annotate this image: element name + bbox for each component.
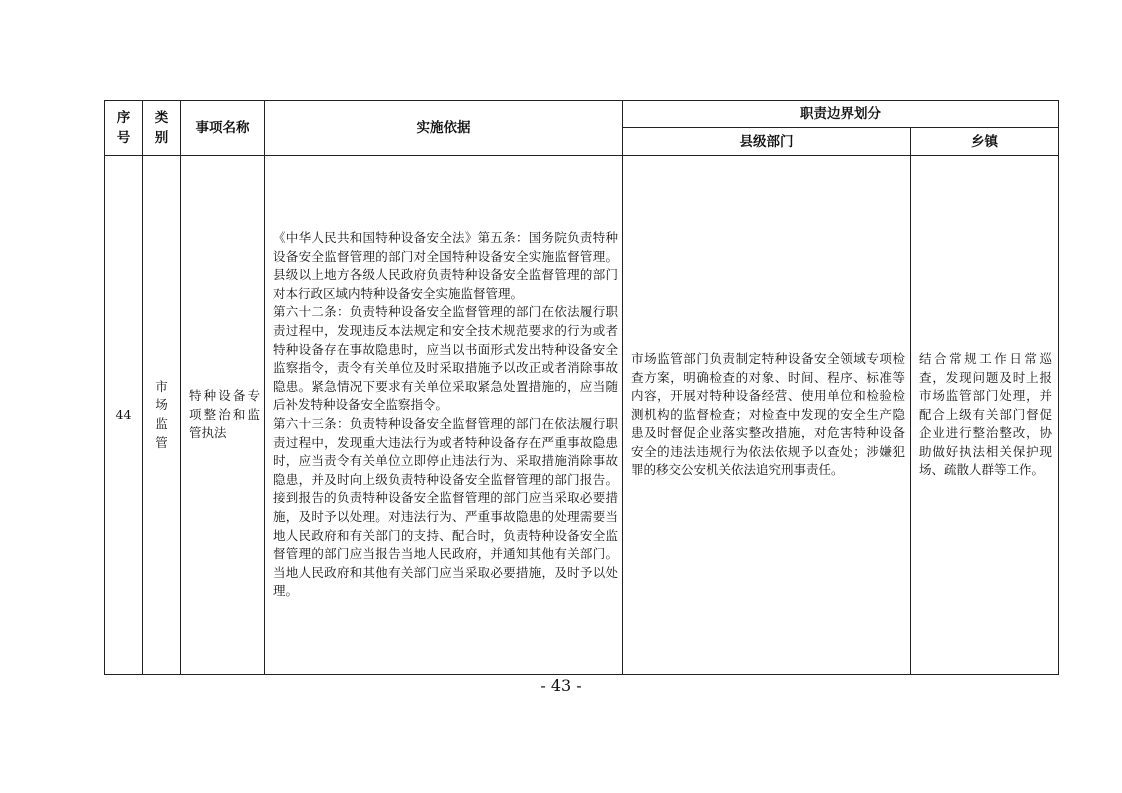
header-basis: 实施依据 xyxy=(265,101,623,156)
page-number: - 43 - xyxy=(540,676,582,695)
header-no xyxy=(105,101,143,156)
county-duty-text: 市场监管部门负责制定特种设备安全领域专项检查方案，明确检查的对象、时间、程序、标准等内容，开展对特种设备经营、使用单位和检验检测机构的监督检查；对检查中发现的安全生产隐患及时督促企业落实整改措施，对危害特种设备安全的违法违规行为依法依规予以查处；涉嫌犯罪的移交公安机关依法追究刑事责任。 xyxy=(631,350,905,478)
category-char: 监 xyxy=(155,416,168,431)
row-item-name: 特种设备专项整治和监管执法 xyxy=(181,156,265,675)
row-basis xyxy=(265,156,623,675)
basis-paragraph: 第六十二条：负责特种设备安全监督管理的部门在依法履行职责过程中，发现违反本法规定和安全技术规范要求的行为或者特种设备存在事故隐患时，应当以书面形式发出特种设备安全监察指令，责令有关单位及时采取措施予以改正或者消除事故隐患。紧急情况下要求有关单位采取紧急处置措施的，应当随后补发特种设备安全监察指令。 xyxy=(273,304,618,413)
row-town-duty xyxy=(911,156,1059,675)
header-division: 职责边界划分 xyxy=(623,101,1059,128)
header-category xyxy=(143,101,181,156)
header-town: 乡镇 xyxy=(911,128,1059,156)
header-county: 县级部门 xyxy=(623,128,911,156)
header-category-text: 类别 xyxy=(154,110,169,146)
row-county-duty xyxy=(623,156,911,675)
header-no-text: 序号 xyxy=(116,110,131,146)
category-char: 管 xyxy=(155,434,168,450)
header-item-name: 事项名称 xyxy=(181,101,265,156)
category-char: 市 xyxy=(155,378,168,394)
row-category xyxy=(143,156,181,675)
category-char: 场 xyxy=(155,397,168,413)
duty-division-table xyxy=(104,100,1059,675)
row-no: 44 xyxy=(105,156,143,675)
basis-paragraph: 第六十三条：负责特种设备安全监督管理的部门在依法履行职责过程中，发现重大违法行为或者特种设备存在严重事故隐患时，应当责令有关单位立即停止违法行为、采取措施消除事故隐患，并及时向上级负责特种设备安全监督管理的部门报告。接到报告的负责特种设备安全监督管理的部门应当采取必要措施，及时予以处理。对违法行为、严重事故隐患的处理需要当地人民政府和有关部门的支持、配合时，负责特种设备安全监督管理的部门应当报告当地人民政府，并通知其他有关部门。当地人民政府和其他有关部门应当采取必要措施，及时予以处理。 xyxy=(273,416,618,599)
basis-paragraph: 《中华人民共和国特种设备安全法》第五条：国务院负责特种设备安全监督管理的部门对全国特种设备安全实施监督管理。县级以上地方各级人民政府负责特种设备安全监督管理的部门对本行政区域内特种设备安全实施监督管理。 xyxy=(273,230,618,301)
town-duty-text: 结合常规工作日常巡查，发现问题及时上报市场监管部门处理，并配合上级有关部门督促企业进行整治整改，协助做好执法相关保护现场、疏散人群等工作。 xyxy=(919,350,1052,478)
